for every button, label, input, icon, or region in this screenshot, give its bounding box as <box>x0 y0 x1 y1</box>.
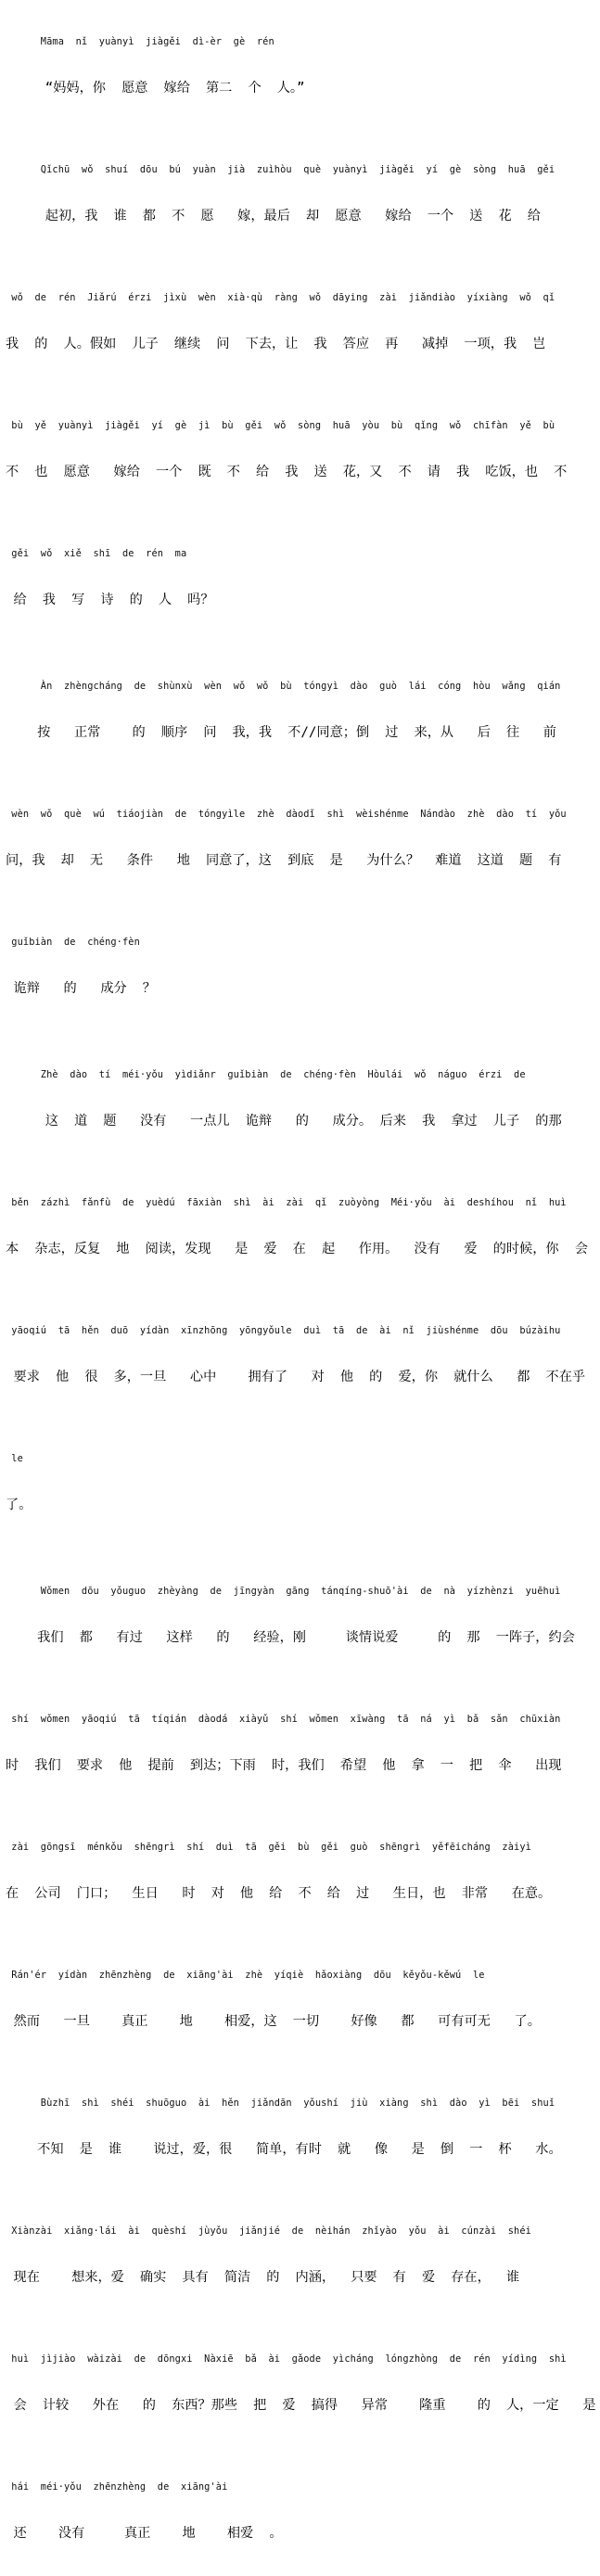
line-10 <box>6 1164 594 1292</box>
pinyin-row: le <box>6 1453 23 1464</box>
line-04 <box>6 387 594 515</box>
line-17 <box>6 2064 594 2192</box>
pinyin-row: Māma nǐ yuànyì jiàgěi dì-èr gè rén <box>6 36 274 47</box>
pinyin-row: shí wǒmen yāoqiú tā tíqián dàodá xiàyǔ shí wǒmen xīwàng tā ná yì bǎ sǎn chūxiàn <box>6 1714 561 1725</box>
hanzi-row: 问，我 却 无 条件 地 同意了，这 到底 是 为什么？ 难道 这道 题 有 <box>6 853 562 868</box>
hanzi-row: 这 道 题 没有 一点儿 诡辩 的 成分。 后来 我 拿过 儿子 的那 <box>6 1114 562 1129</box>
hanzi-row: 了。 <box>6 1498 32 1512</box>
hanzi-row: 本 杂志，反复 地 阅读，发现 是 爱 在 起 作用。 没有 爱 的时候，你 会 <box>6 1242 588 1256</box>
line-14 <box>6 1680 594 1808</box>
line-02 <box>6 131 594 259</box>
pinyin-row: Wǒmen dōu yǒuguo zhèyàng de jīngyàn gāng tánqíng-shuō'ài de nà yízhènzi yuēhuì <box>6 1586 561 1597</box>
hanzi-row: 不 也 愿意 嫁给 一个 既 不 给 我 送 花，又 不 请 我 吃饭，也 不 <box>6 465 568 479</box>
line-18 <box>6 2192 594 2320</box>
line-20 <box>6 2448 594 2576</box>
line-08 <box>6 903 594 1031</box>
line-03 <box>6 259 594 387</box>
line-05 <box>6 515 594 643</box>
line-06 <box>6 647 594 775</box>
pinyin-row: huì jìjiào wàizài de dōngxi Nàxiē bǎ ài gǎode yìcháng lóngzhòng de rén yídìng shì <box>6 2353 567 2365</box>
pinyin-row: bù yě yuànyì jiàgěi yí gè jì bù gěi wǒ sòng huā yòu bù qǐng wǒ chīfàn yě bù <box>6 420 555 431</box>
hanzi-row: 起初，我 谁 都 不 愿 嫁，最后 却 愿意 嫁给 一个 送 花 给 <box>6 209 541 223</box>
line-01 <box>6 3 594 131</box>
hanzi-row: 会 计较 外在 的 东西？那些 把 爱 搞得 异常 隆重 的 人，一定 是 <box>6 2398 596 2413</box>
pinyin-row: gěi wǒ xiě shī de rén ma <box>6 548 187 559</box>
line-15 <box>6 1808 594 1936</box>
pinyin-row: wèn wǒ què wú tiáojiàn de tóngyìle zhè dàodǐ shì wèishénme Nándào zhè dào tí yǒu <box>6 809 567 820</box>
hanzi-row: 要求 他 很 多，一旦 心中 拥有了 对 他 的 爱，你 就什么 都 不在乎 <box>6 1370 586 1384</box>
hanzi-row: 给 我 写 诗 的 人 吗？ <box>6 593 214 607</box>
line-13 <box>6 1552 594 1680</box>
line-16 <box>6 1936 594 2064</box>
pinyin-row: zài gōngsī ménkǒu shēngrì shí duì tā gěi bù gěi guò shēngrì yěfēicháng zàiyì <box>6 1842 531 1853</box>
pinyin-row: guǐbiàn de chéng·fèn <box>6 937 140 948</box>
hanzi-row: 按 正常 的 顺序 问 我，我 不//同意；倒 过 来，从 后 往 前 <box>6 725 556 740</box>
pinyin-row: Àn zhèngcháng de shùnxù wèn wǒ wǒ bù tóngyì dào guò lái cóng hòu wǎng qián <box>6 681 561 692</box>
hanzi-row: 还 没有 真正 地 相爱 。 <box>6 2526 283 2541</box>
pinyin-row: Qǐchū wǒ shuí dōu bú yuàn jià zuìhòu què yuànyì jiàgěi yí gè sòng huā gěi <box>6 164 555 175</box>
hanzi-row: 不知 是 谁 说过，爱，很 简单，有时 就 像 是 倒 一 杯 水。 <box>6 2142 562 2157</box>
pinyin-row: Bùzhī shì shéi shuōguo ài hěn jiǎndān yǒushí jiù xiàng shì dào yì bēi shuǐ <box>6 2098 555 2109</box>
hanzi-row: 在 公司 门口； 生日 时 对 他 给 不 给 过 生日，也 非常 在意。 <box>6 1886 552 1901</box>
pinyin-row: hái méi·yǒu zhēnzhèng de xiāng'ài <box>6 2481 228 2493</box>
hanzi-row: 现在 想来，爱 确实 具有 简洁 的 内涵， 只要 有 爱 存在， 谁 <box>6 2270 520 2285</box>
hanzi-row: 诡辩 的 成分 ？ <box>6 981 156 996</box>
hanzi-row: 我 的 人。假如 儿子 继续 问 下去，让 我 答应 再 减掉 一项，我 岂 <box>6 337 546 351</box>
pinyin-row: yāoqiú tā hěn duō yídàn xīnzhōng yōngyǒule duì tā de ài nǐ jiùshénme dōu búzàihu <box>6 1325 561 1336</box>
pinyin-row: Rán'ér yídàn zhēnzhèng de xiāng'ài zhè yíqiè hǎoxiàng dōu kěyǒu-kěwú le <box>6 1970 485 1981</box>
hanzi-row: 然而 一旦 真正 地 相爱，这 一切 好像 都 可有可无 了。 <box>6 2014 541 2029</box>
line-11 <box>6 1292 594 1420</box>
line-19 <box>6 2320 594 2448</box>
pinyin-row: běn zázhì fǎnfù de yuèdú fāxiàn shì ài zài qǐ zuòyòng Méi·yǒu ài deshíhou nǐ huì <box>6 1197 567 1208</box>
hanzi-row: “妈妈，你 愿意 嫁给 第二 个 人。” <box>6 81 305 96</box>
pinyin-row: Zhè dào tí méi·yǒu yìdiǎnr guǐbiàn de chéng·fèn Hòulái wǒ náguo érzi de <box>6 1069 526 1080</box>
line-07 <box>6 775 594 903</box>
pinyin-row: Xiànzài xiǎng·lái ài quèshí jùyǒu jiǎnjié de nèihán zhǐyào yǒu ài cúnzài shéi <box>6 2225 531 2237</box>
hanzi-row: 我们 都 有过 这样 的 经验，刚 谈情说爱 的 那 一阵子，约会 <box>6 1630 575 1645</box>
pinyin-row: wǒ de rén Jiǎrú érzi jìxù wèn xià·qù ràng wǒ dāying zài jiǎndiào yíxiàng wǒ qǐ <box>6 292 555 303</box>
line-09 <box>6 1036 594 1164</box>
hanzi-row: 时 我们 要求 他 提前 到达；下雨 时，我们 希望 他 拿 一 把 伞 出现 <box>6 1758 562 1773</box>
line-12 <box>6 1420 594 1548</box>
